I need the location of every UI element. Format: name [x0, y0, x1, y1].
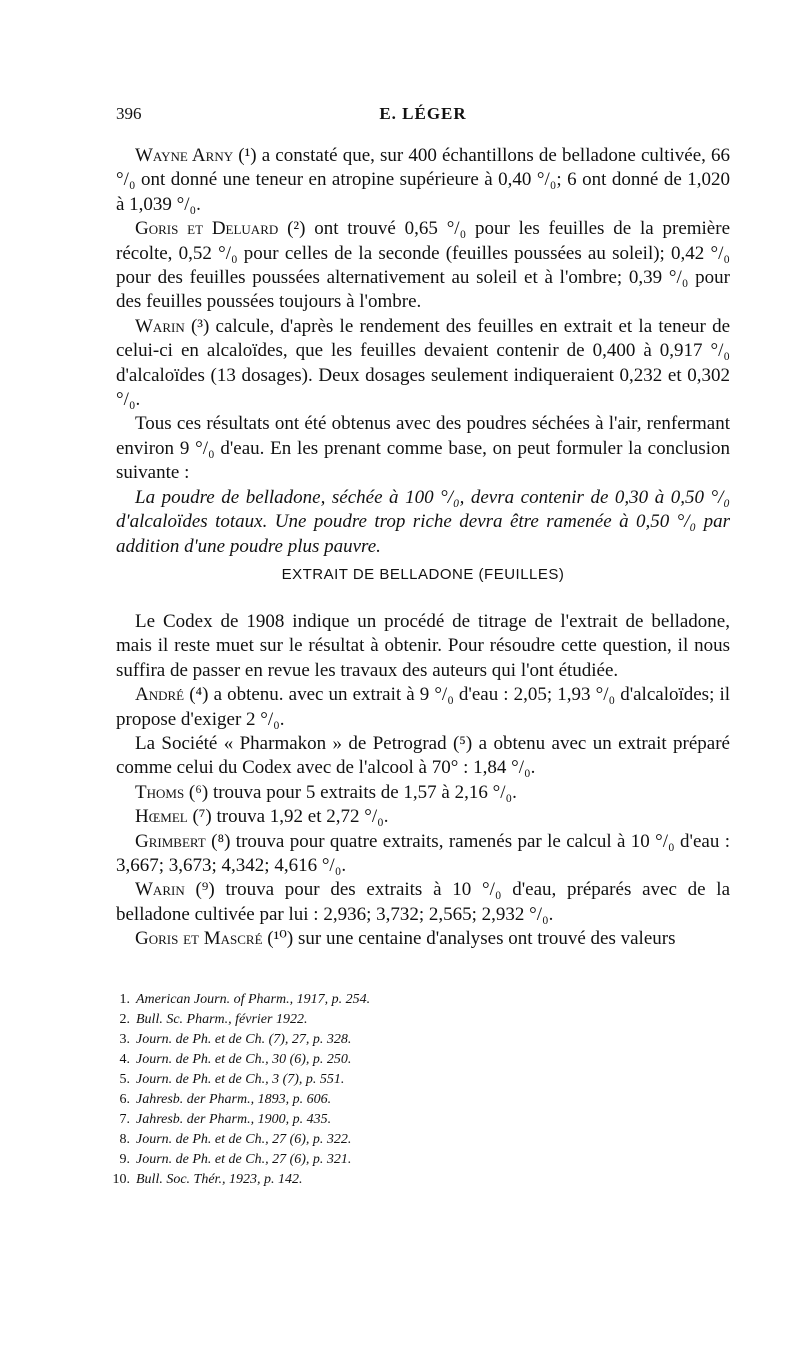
paragraph-text: a obtenu. avec un extrait à 9 °/₀ d'eau : 2,05; 1,93 °/₀ d'alcaloïdes; il propose d'exiger 2 °/₀.: [116, 684, 731, 730]
footnote-number: 5.: [119, 1072, 130, 1087]
footnote-text: Journ. de Ph. et de Ch., 3 (7), p. 551.: [136, 1072, 345, 1087]
paragraph-text: Tous ces résultats ont été obtenus avec des poudres séchées à l'air, renfermant environ 9 °/₀ d'eau. En les prenant comme base, on peut formuler la conclusion suivante :: [116, 413, 730, 484]
footnote-number: 8.: [119, 1132, 130, 1147]
footnote-ref: (⁸): [211, 830, 231, 852]
footnote: [104, 1050, 724, 1070]
footnote: [104, 990, 724, 1010]
body-text-bottom: [116, 610, 730, 952]
footnote-number: 7.: [119, 1112, 130, 1127]
author-name: Hœmel: [135, 806, 188, 828]
footnote: [104, 1090, 724, 1110]
author-name: Goris et Deluard: [135, 218, 279, 240]
paragraph-text: trouva pour quatre extraits, ramenés par le calcul à 10 °/₀ d'eau : 3,667; 3,673; 4,342; 4,616 °/₀.: [116, 830, 730, 877]
footnote-text: Journ. de Ph. et de Ch., 27 (6), p. 322.: [136, 1132, 352, 1147]
footnote: [104, 1170, 724, 1190]
footnote-text: Jahresb. der Pharm., 1893, p. 606.: [136, 1092, 332, 1107]
footnote-text: Jahresb. der Pharm., 1900, p. 435.: [136, 1112, 332, 1127]
paragraph-text: sur une centaine d'analyses ont trouvé des valeurs: [293, 928, 676, 950]
paragraph: [116, 830, 730, 879]
footnote-text: Bull. Sc. Pharm., février 1922.: [136, 1012, 308, 1027]
footnote-number: 10.: [112, 1172, 130, 1187]
footnote-ref: (⁷): [192, 806, 212, 828]
author-name: André: [135, 684, 185, 706]
footnote-number: 1.: [119, 992, 130, 1007]
footnote-number: 3.: [119, 1032, 130, 1047]
paragraph: [116, 683, 730, 732]
footnote: [104, 1030, 724, 1050]
paragraph-text: ont trouvé 0,65 °/₀ pour les feuilles de la première récolte, 0,52 °/₀ pour celles de la seconde (feuilles poussées au soleil); 0,42 °/₀ pour des feuilles poussées alternativement au soleil et à l'ombre; 0,39 °/₀ pour des feuilles poussées toujours à l'ombre.: [116, 218, 731, 313]
footnote: [104, 1010, 724, 1030]
page-number: 396: [116, 104, 142, 123]
paragraph: [116, 781, 730, 805]
footnote-ref: (³): [190, 315, 210, 337]
footnote-number: 9.: [119, 1152, 130, 1167]
paragraph-text: calcule, d'après le rendement des feuilles en extrait et la teneur de celui-ci en alcaloïdes, que les feuilles devaient contenir de 0,400 à 0,917 °/₀ d'alcaloïdes (13 dosages). Deux dosages seulement indiqueraient 0,232 et 0,302 °/₀.: [116, 315, 730, 411]
author-name: Goris et Mascré: [135, 928, 263, 950]
footnote-ref: (⁴): [189, 684, 209, 706]
paragraph-text: trouva 1,92 et 2,72 °/₀.: [211, 806, 389, 828]
author-name: Thoms: [135, 781, 185, 803]
footnote-number: 4.: [119, 1052, 130, 1067]
author-name: Grimbert: [135, 830, 206, 852]
footnote-ref: (⁹): [195, 879, 215, 901]
author-name: Warin: [135, 315, 185, 337]
paragraph-text: Le Codex de 1908 indique un procédé de titrage de l'extrait de belladone, mais il reste muet sur le résultat à obtenir. Pour résoudre cette question, il nous suffira de passer en revue les travaux des auteurs qui l'ont étudiée.: [116, 611, 730, 681]
footnote: [104, 1150, 724, 1170]
conclusion-text: La poudre de belladone, séchée à 100 °/₀, devra contenir de 0,30 à 0,50 °/₀ d'alcaloïdes totaux. Une poudre trop riche devra être ramenée à 0,50 °/₀ par addition d'une poudre plus pauvre.: [116, 486, 730, 557]
author-name: Warin: [135, 879, 185, 901]
footnote-text: Journ. de Ph. et de Ch. (7), 27, p. 328.: [136, 1032, 352, 1047]
paragraph: [116, 315, 730, 413]
footnote-ref: (²): [287, 218, 306, 240]
page-header: [116, 104, 730, 128]
footnote-text: Journ. de Ph. et de Ch., 27 (6), p. 321.: [136, 1152, 352, 1167]
footnote: [104, 1070, 724, 1090]
footnote-number: 2.: [119, 1012, 130, 1027]
conclusion-italic: [116, 486, 730, 559]
paragraph: [116, 927, 730, 951]
footnote-ref: (⁶): [188, 781, 209, 803]
footnote-ref: (¹⁰): [267, 928, 294, 950]
paragraph: [116, 144, 730, 217]
paragraph-text: La Société « Pharmakon » de Petrograd (⁵) a obtenu avec un extrait préparé comme celui du Codex avec de l'alcool à 70° : 1,84 °/₀.: [116, 733, 730, 779]
footnote: [104, 1110, 724, 1130]
footnote-ref: (¹): [238, 145, 257, 166]
paragraph: [116, 217, 730, 315]
footnotes: [104, 990, 724, 1190]
body-text-top: [116, 144, 730, 559]
paragraph: [116, 610, 730, 683]
section-heading: EXTRAIT DE BELLADONE (FEUILLES): [281, 566, 565, 583]
paragraph-text: trouva pour 5 extraits de 1,57 à 2,16 °/₀.: [208, 781, 517, 803]
footnote-text: Journ. de Ph. et de Ch., 30 (6), p. 250.: [136, 1052, 352, 1067]
author-name: Wayne Arny: [135, 145, 234, 166]
footnote: [104, 1130, 724, 1150]
footnote-text: Bull. Soc. Thér., 1923, p. 142.: [136, 1172, 303, 1187]
paragraph-text: trouva pour des extraits à 10 °/₀ d'eau, préparés avec de la belladone cultivée par lui : 2,936; 3,732; 2,565; 2,932 °/₀.: [116, 879, 731, 925]
paragraph: [116, 732, 730, 781]
paragraph: [116, 805, 730, 829]
paragraph: [116, 412, 730, 485]
paragraph: [116, 878, 730, 927]
running-head: E. LÉGER: [379, 104, 467, 123]
paragraph-text: a constaté que, sur 400 échantillons de belladone cultivée, 66 °/₀ ont donné une teneur en atropine supérieure à 0,40 °/₀; 6 ont donné de 1,020 à 1,039 °/₀.: [116, 145, 731, 215]
footnote-text: American Journ. of Pharm., 1917, p. 254.: [136, 992, 371, 1007]
footnote-number: 6.: [119, 1092, 130, 1107]
